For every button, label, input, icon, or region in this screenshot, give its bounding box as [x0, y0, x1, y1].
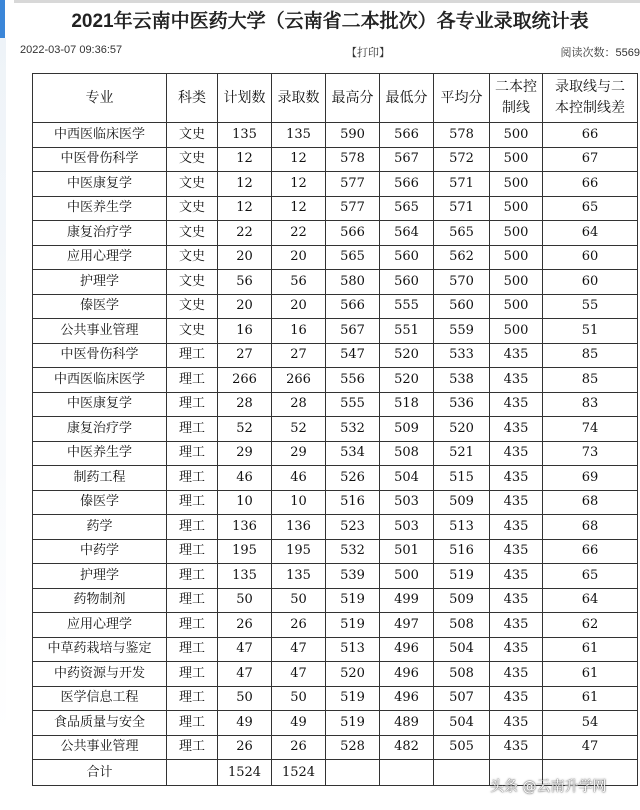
table-cell: 566: [380, 172, 434, 197]
table-cell: 567: [380, 147, 434, 172]
table-cell: 565: [434, 221, 490, 246]
table-cell: 435: [490, 686, 543, 711]
table-cell: 519: [326, 588, 380, 613]
table-cell: 55: [543, 294, 638, 319]
table-cell: 46: [272, 466, 326, 491]
total-cell: 1524: [218, 760, 272, 786]
table-cell: 理工: [167, 368, 218, 393]
table-cell: 509: [434, 490, 490, 515]
table-cell: 文史: [167, 319, 218, 344]
table-cell: 理工: [167, 711, 218, 736]
table-cell: 理工: [167, 613, 218, 638]
table-cell: 20: [218, 245, 272, 270]
table-row: [33, 417, 638, 442]
publish-date: 2022-03-07 09:36:57: [20, 44, 123, 56]
table-cell: 16: [272, 319, 326, 344]
table-cell: 496: [380, 662, 434, 687]
table-cell: 571: [434, 172, 490, 197]
table-cell: 50: [218, 588, 272, 613]
table-row: [33, 711, 638, 736]
table-cell: 文史: [167, 147, 218, 172]
table-cell: 46: [218, 466, 272, 491]
table-cell: 护理学: [33, 564, 167, 589]
table-cell: 50: [272, 588, 326, 613]
table-row: [33, 123, 638, 148]
table-cell: 47: [272, 662, 326, 687]
table-row: [33, 392, 638, 417]
table-cell: 519: [326, 613, 380, 638]
table-cell: 理工: [167, 515, 218, 540]
column-header: 录取数: [272, 74, 326, 123]
table-cell: 516: [434, 539, 490, 564]
table-cell: 73: [543, 441, 638, 466]
table-cell: 60: [543, 270, 638, 295]
column-header: 最高分: [326, 74, 380, 123]
table-cell: 500: [490, 221, 543, 246]
table-cell: 500: [490, 196, 543, 221]
table-cell: 理工: [167, 466, 218, 491]
top-border: [14, 0, 640, 3]
table-cell: 526: [326, 466, 380, 491]
table-cell: 文史: [167, 123, 218, 148]
table-cell: 435: [490, 466, 543, 491]
table-cell: 中西医临床医学: [33, 368, 167, 393]
table-row: [33, 270, 638, 295]
table-cell: 理工: [167, 662, 218, 687]
table-row: [33, 588, 638, 613]
table-cell: 52: [218, 417, 272, 442]
table-cell: 56: [218, 270, 272, 295]
table-cell: 555: [326, 392, 380, 417]
table-cell: 534: [326, 441, 380, 466]
table-cell: 564: [380, 221, 434, 246]
table-cell: 555: [380, 294, 434, 319]
table-cell: 54: [543, 711, 638, 736]
table-cell: 61: [543, 662, 638, 687]
table-cell: 中西医临床医学: [33, 123, 167, 148]
table-cell: 435: [490, 392, 543, 417]
table-row: [33, 613, 638, 638]
table-cell: 29: [218, 441, 272, 466]
table-cell: 435: [490, 490, 543, 515]
table-cell: 520: [380, 343, 434, 368]
table-cell: 康复治疗学: [33, 221, 167, 246]
table-cell: 509: [380, 417, 434, 442]
table-cell: 中医康复学: [33, 392, 167, 417]
table-cell: 康复治疗学: [33, 417, 167, 442]
table-cell: 85: [543, 368, 638, 393]
table-cell: 20: [218, 294, 272, 319]
table-cell: 504: [380, 466, 434, 491]
table-cell: 135: [218, 123, 272, 148]
table-cell: 49: [272, 711, 326, 736]
total-cell: 1524: [272, 760, 326, 786]
table-cell: 28: [272, 392, 326, 417]
table-cell: 药学: [33, 515, 167, 540]
table-cell: 520: [380, 368, 434, 393]
table-cell: 505: [434, 735, 490, 760]
table-cell: 傣医学: [33, 490, 167, 515]
table-cell: 501: [380, 539, 434, 564]
table-cell: 435: [490, 417, 543, 442]
total-cell: 合计: [33, 760, 167, 786]
table-cell: 500: [490, 319, 543, 344]
table-cell: 570: [434, 270, 490, 295]
table-cell: 500: [380, 564, 434, 589]
table-cell: 中药学: [33, 539, 167, 564]
column-header: 平均分: [434, 74, 490, 123]
table-cell: 理工: [167, 490, 218, 515]
read-count-label: 阅读次数：: [560, 47, 616, 59]
table-row: [33, 343, 638, 368]
table-cell: 500: [490, 270, 543, 295]
table-row: [33, 196, 638, 221]
total-cell: [434, 760, 490, 786]
table-row: [33, 564, 638, 589]
table-cell: 47: [543, 735, 638, 760]
table-cell: 65: [543, 196, 638, 221]
table-cell: 26: [218, 735, 272, 760]
table-cell: 572: [434, 147, 490, 172]
table-cell: 47: [218, 637, 272, 662]
table-row: [33, 172, 638, 197]
table-cell: 公共事业管理: [33, 319, 167, 344]
page-title: 2021年云南中医药大学（云南省二本批次）各专业录取统计表: [71, 11, 589, 32]
table-cell: 61: [543, 637, 638, 662]
table-cell: 中药资源与开发: [33, 662, 167, 687]
table-cell: 435: [490, 613, 543, 638]
table-cell: 64: [543, 588, 638, 613]
table-cell: 83: [543, 392, 638, 417]
table-cell: 中医养生学: [33, 196, 167, 221]
table-cell: 435: [490, 368, 543, 393]
table-cell: 中医康复学: [33, 172, 167, 197]
table-cell: 519: [434, 564, 490, 589]
table-cell: 539: [326, 564, 380, 589]
table-cell: 74: [543, 417, 638, 442]
table-cell: 135: [218, 564, 272, 589]
table-cell: 16: [218, 319, 272, 344]
table-cell: 435: [490, 515, 543, 540]
table-cell: 药物制剂: [33, 588, 167, 613]
table-cell: 49: [218, 711, 272, 736]
table-cell: 12: [218, 147, 272, 172]
table-row: [33, 466, 638, 491]
table-cell: 医学信息工程: [33, 686, 167, 711]
table-cell: 489: [380, 711, 434, 736]
table-cell: 500: [490, 147, 543, 172]
table-cell: 10: [218, 490, 272, 515]
table-cell: 266: [272, 368, 326, 393]
table-cell: 制药工程: [33, 466, 167, 491]
table-cell: 12: [218, 196, 272, 221]
table-row: [33, 637, 638, 662]
table-header: [33, 74, 638, 123]
table-cell: 文史: [167, 172, 218, 197]
table-cell: 12: [218, 172, 272, 197]
table-cell: 435: [490, 564, 543, 589]
table-cell: 500: [490, 245, 543, 270]
table-cell: 513: [434, 515, 490, 540]
table-cell: 60: [543, 245, 638, 270]
table-cell: 435: [490, 735, 543, 760]
table-cell: 68: [543, 515, 638, 540]
table-cell: 538: [434, 368, 490, 393]
table-cell: 应用心理学: [33, 613, 167, 638]
table-cell: 应用心理学: [33, 245, 167, 270]
table-cell: 理工: [167, 686, 218, 711]
table-cell: 519: [326, 686, 380, 711]
table-cell: 500: [490, 294, 543, 319]
table-row: [33, 319, 638, 344]
table-cell: 500: [490, 172, 543, 197]
table-cell: 47: [272, 637, 326, 662]
table-cell: 理工: [167, 735, 218, 760]
table-cell: 51: [543, 319, 638, 344]
table-cell: 12: [272, 147, 326, 172]
table-cell: 560: [380, 245, 434, 270]
table-cell: 571: [434, 196, 490, 221]
table-cell: 50: [218, 686, 272, 711]
table-cell: 20: [272, 294, 326, 319]
table-cell: 499: [380, 588, 434, 613]
table-cell: 28: [218, 392, 272, 417]
column-header: 专业: [33, 74, 167, 123]
table-cell: 62: [543, 613, 638, 638]
table-cell: 435: [490, 662, 543, 687]
table-cell: 22: [272, 221, 326, 246]
table-cell: 50: [272, 686, 326, 711]
column-header: 最低分: [380, 74, 434, 123]
table-cell: 532: [326, 417, 380, 442]
table-cell: 136: [272, 515, 326, 540]
table-cell: 513: [326, 637, 380, 662]
table-cell: 560: [380, 270, 434, 295]
column-header: 计划数: [218, 74, 272, 123]
table-row: [33, 515, 638, 540]
table-cell: 435: [490, 539, 543, 564]
table-cell: 中医骨伤科学: [33, 343, 167, 368]
table-cell: 435: [490, 637, 543, 662]
table-cell: 理工: [167, 637, 218, 662]
table-cell: 中医养生学: [33, 441, 167, 466]
table-cell: 590: [326, 123, 380, 148]
table-cell: 理工: [167, 441, 218, 466]
table-cell: 435: [490, 441, 543, 466]
table-cell: 508: [434, 613, 490, 638]
table-cell: 516: [326, 490, 380, 515]
table-cell: 500: [490, 123, 543, 148]
table-cell: 435: [490, 588, 543, 613]
column-header: 科类: [167, 74, 218, 123]
table-row: [33, 539, 638, 564]
table-row: [33, 221, 638, 246]
table-cell: 65: [543, 564, 638, 589]
table-cell: 509: [434, 588, 490, 613]
table-cell: 56: [272, 270, 326, 295]
table-cell: 195: [218, 539, 272, 564]
table-cell: 504: [434, 637, 490, 662]
table-cell: 理工: [167, 343, 218, 368]
table-cell: 580: [326, 270, 380, 295]
table-row: [33, 294, 638, 319]
table-cell: 27: [218, 343, 272, 368]
table-cell: 食品质量与安全: [33, 711, 167, 736]
table-cell: 503: [380, 515, 434, 540]
table-cell: 61: [543, 686, 638, 711]
table-cell: 566: [380, 123, 434, 148]
table-cell: 496: [380, 686, 434, 711]
table-cell: 68: [543, 490, 638, 515]
watermark: 头条 @云南升学网: [490, 779, 607, 795]
read-count-value: 5569: [615, 47, 640, 59]
table-cell: 482: [380, 735, 434, 760]
table-cell: 理工: [167, 539, 218, 564]
table-cell: 文史: [167, 221, 218, 246]
table-cell: 266: [218, 368, 272, 393]
table-cell: 560: [434, 294, 490, 319]
table-cell: 496: [380, 637, 434, 662]
table-cell: 565: [326, 245, 380, 270]
table-cell: 547: [326, 343, 380, 368]
column-header: 录取线与二 本控制线差: [543, 74, 638, 123]
table-cell: 67: [543, 147, 638, 172]
column-header: 二本控制线: [490, 74, 543, 123]
table-cell: 520: [434, 417, 490, 442]
table-cell: 532: [326, 539, 380, 564]
table-cell: 64: [543, 221, 638, 246]
table-cell: 理工: [167, 564, 218, 589]
print-link[interactable]: 【打印】: [346, 47, 390, 59]
table-cell: 12: [272, 196, 326, 221]
table-cell: 508: [434, 662, 490, 687]
table-row: [33, 441, 638, 466]
table-cell: 551: [380, 319, 434, 344]
table-cell: 理工: [167, 417, 218, 442]
table-cell: 507: [434, 686, 490, 711]
table-cell: 435: [490, 343, 543, 368]
table-cell: 文史: [167, 196, 218, 221]
table-cell: 556: [326, 368, 380, 393]
total-cell: [167, 760, 218, 786]
table-row: [33, 686, 638, 711]
table-cell: 傣医学: [33, 294, 167, 319]
table-cell: 519: [326, 711, 380, 736]
total-cell: [326, 760, 380, 786]
table-cell: 66: [543, 539, 638, 564]
table-cell: 22: [218, 221, 272, 246]
admission-table: [32, 73, 638, 786]
table-cell: 520: [326, 662, 380, 687]
table-cell: 518: [380, 392, 434, 417]
table-cell: 566: [326, 221, 380, 246]
table-cell: 理工: [167, 588, 218, 613]
table-cell: 52: [272, 417, 326, 442]
table-cell: 435: [490, 711, 543, 736]
table-cell: 565: [380, 196, 434, 221]
table-row: [33, 735, 638, 760]
table-cell: 504: [434, 711, 490, 736]
table-cell: 29: [272, 441, 326, 466]
table-cell: 85: [543, 343, 638, 368]
table-cell: 559: [434, 319, 490, 344]
table-cell: 26: [272, 735, 326, 760]
table-cell: 12: [272, 172, 326, 197]
table-cell: 135: [272, 564, 326, 589]
table-cell: 577: [326, 196, 380, 221]
total-cell: [380, 760, 434, 786]
table-cell: 26: [272, 613, 326, 638]
table-cell: 公共事业管理: [33, 735, 167, 760]
table-cell: 536: [434, 392, 490, 417]
table-cell: 66: [543, 172, 638, 197]
table-cell: 567: [326, 319, 380, 344]
table-cell: 文史: [167, 294, 218, 319]
table-cell: 562: [434, 245, 490, 270]
read-count: [561, 44, 640, 60]
table-cell: 文史: [167, 245, 218, 270]
table-cell: 理工: [167, 392, 218, 417]
table-cell: 护理学: [33, 270, 167, 295]
table-row: [33, 662, 638, 687]
table-cell: 566: [326, 294, 380, 319]
table-cell: 69: [543, 466, 638, 491]
table-cell: 文史: [167, 270, 218, 295]
table-cell: 136: [218, 515, 272, 540]
table-cell: 47: [218, 662, 272, 687]
table-row: [33, 490, 638, 515]
table-cell: 497: [380, 613, 434, 638]
table-row: [33, 147, 638, 172]
table-row: [33, 245, 638, 270]
table-cell: 515: [434, 466, 490, 491]
table-cell: 20: [272, 245, 326, 270]
table-cell: 26: [218, 613, 272, 638]
table-cell: 508: [380, 441, 434, 466]
table-cell: 528: [326, 735, 380, 760]
table-cell: 521: [434, 441, 490, 466]
table-row: [33, 368, 638, 393]
table-cell: 195: [272, 539, 326, 564]
table-cell: 578: [434, 123, 490, 148]
table-cell: 中医骨伤科学: [33, 147, 167, 172]
table-cell: 533: [434, 343, 490, 368]
table-cell: 523: [326, 515, 380, 540]
table-cell: 135: [272, 123, 326, 148]
table-cell: 10: [272, 490, 326, 515]
table-cell: 578: [326, 147, 380, 172]
table-cell: 66: [543, 123, 638, 148]
table-cell: 中草药栽培与鉴定: [33, 637, 167, 662]
table-cell: 27: [272, 343, 326, 368]
table-cell: 577: [326, 172, 380, 197]
left-edge: [0, 38, 6, 738]
table-cell: 503: [380, 490, 434, 515]
